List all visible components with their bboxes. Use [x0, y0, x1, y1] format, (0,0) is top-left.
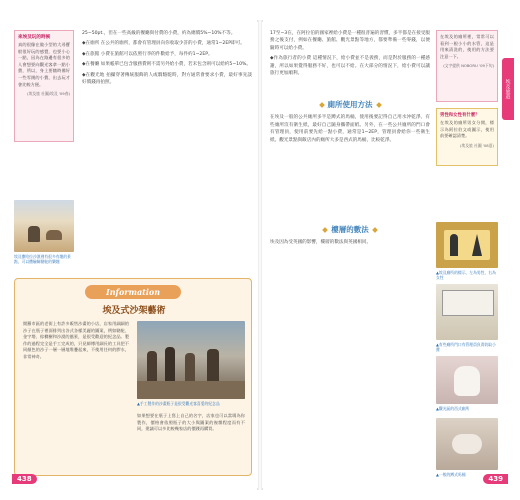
male-figure-icon — [450, 234, 458, 256]
floors-section-text: 埃及因為受英國的影響，樓層的數法與英國相同。 — [270, 240, 372, 246]
information-label-badge — [85, 285, 181, 299]
diamond-icon — [319, 102, 325, 108]
desert-camel-photo — [14, 200, 74, 252]
right-note-author: (文字提供 NOBORU '09下旬) — [443, 63, 494, 69]
side-tab: 埃及旅遊 — [502, 58, 514, 120]
toilet-section-header — [270, 99, 430, 110]
toilet-section-text: 在埃及一般的公共廁所多半是蹲式的馬桶，使用後要記得自己用水沖乾淨。有些廁所沒有衛生紙，最好自己隨身攜帶面紙。另外，在一些公共廁所的門口會有管理員，使用前要先給一點小費，通常是1∼2EP，管理員會給你一些衛生紙。觀光景點與飯店內的廁所大多是西式的馬桶，比較乾淨。 — [270, 115, 430, 143]
right-main-column — [270, 30, 430, 480]
question-text: 在埃及的廁所男女分開，標示為阿拉伯文或圖示，使用前要確認清楚。 — [440, 120, 494, 139]
western-toilet-photo — [436, 356, 498, 404]
left-paragraph-2: ◆在廁所 在公共的廁所，都會有管理員向你收取少許的小費，通常1∼2EP即可。 — [82, 41, 245, 47]
sand-art-photo — [137, 321, 245, 399]
sidebar-note-heading: 來埃及玩的時候 — [18, 35, 51, 40]
information-title: 埃及式沙架藝術 — [102, 306, 166, 316]
right-note-text: 在埃及的廁所裡，常常可以看到一根小小的水管，這是用來清洗的，使用的方法要注意一下。 — [440, 34, 494, 59]
squat-toilet-caption: ▲一般的蹲式馬桶 — [436, 472, 466, 477]
left-paragraph-1: 25∼50pt.，但在一些高級的餐廳與付費的小費，約為總價5%∼10%不等。 — [82, 31, 236, 36]
page-number-right: 439 — [483, 474, 508, 484]
left-paragraph-3: ◆在旅館 小費在旅館可以依照行李的件數給予，每件約1∼2EP。 — [82, 51, 213, 57]
sand-art-caption: ▲手工製作的沙畫瓶子是很受觀光客喜愛的紀念品 — [137, 401, 220, 406]
toilet-sign-caption: ▲埃及廁所的標示，左為男性，右為女性 — [436, 270, 496, 281]
question-author: (埃及旅 社圖 '08夏) — [459, 142, 494, 148]
left-page — [6, 22, 258, 488]
desert-photo-caption: 埃及撒哈拉沙漠裡有很多有趣的景點，可以體驗騎駱駝的樂趣 — [14, 254, 71, 265]
left-main-column — [82, 30, 252, 275]
diamond-icon — [372, 227, 378, 233]
floors-section-title: 樓層的數法 — [331, 225, 369, 235]
right-page — [262, 22, 514, 488]
right-paragraph-2: ◆作為旅行者的小費 這種情況下，給小費並不是義務，而是對於服務的一種感謝，所以如果覺得服務不好，也可以不給。在大部分的情況下，給小費可以讓旅行更加順利。 — [270, 56, 430, 77]
left-paragraph-4: ◆在餐廳 如果帳單已包含服務費則不需另外給小費，若未包含則可以給約5∼10%。 — [82, 62, 251, 68]
diamond-icon — [322, 227, 328, 233]
left-paragraph-5: ◆在觀光地 拍攝穿著傳統服飾的人或騎駱駝時，對方通常會要求小費，最好事先談好價錢再拍照。 — [82, 72, 252, 86]
sidebar-note-text: 真的很像在做小型的大尋寶般很好玩的感覺，也要小心一點，因為在路邊有很多的人會想要向觀光客拿一點小費，所以，身上要隨時備好一些零錢的小費，出去玩才會比較方便。 — [18, 42, 70, 87]
western-toilet-caption: ▲觀光區的西式廁所 — [436, 406, 470, 411]
information-text-left: 開羅市區的老街上有許多販售沙畫的小店，店家用細細的沙子在瓶子裡面排列出各式各樣美麗的圖案，例如駱駝、金字塔、棕櫚樹和沙漠的風景，是很受歡迎的紀念品。製作的過程完全是手工完成的，只見師傅用細長的工具把不同顏色的沙子一層一層地堆疊起來，不使用任何的膠水，非常神奇。 — [23, 321, 129, 359]
floors-section-header — [270, 224, 430, 235]
sidebar-note-box — [14, 30, 74, 142]
information-box — [14, 278, 252, 476]
right-paragraph-1: 17至∼3在，在阿拉伯的國家裡給小費是一種很普遍的習慣，多半都是在接受服務之後支付，例如在餐廳、旅館、觀光景點等地方，都要準備一些零錢，以便隨時可以給小費。 — [270, 31, 430, 51]
sidebar-note-author: (埃及旅 社圖/埃及 '09春) — [27, 91, 70, 97]
toilet-sign-photo — [436, 222, 498, 268]
right-note-box — [436, 30, 498, 102]
question-heading: 男性和女性有什麼？ — [440, 113, 480, 118]
information-text-right: 如果想要在瓶子上寫上自己的名字，店家也可以當場為你製作，價格會依照瓶子的大小與圖案的複雜程度而有不同，建議可以多比較幾家店的價錢再購買。 — [137, 413, 245, 432]
toilet-attendant-photo — [436, 284, 498, 340]
toilet-section-title: 廁所使用方法 — [327, 100, 373, 110]
information-label: Information — [105, 287, 161, 297]
question-box — [436, 108, 498, 166]
attendant-caption: ▲有些廁所門口有管理員負責收取小費 — [436, 342, 496, 353]
squat-toilet-photo — [436, 418, 498, 470]
diamond-icon — [376, 102, 382, 108]
page-number-left: 438 — [12, 474, 37, 484]
